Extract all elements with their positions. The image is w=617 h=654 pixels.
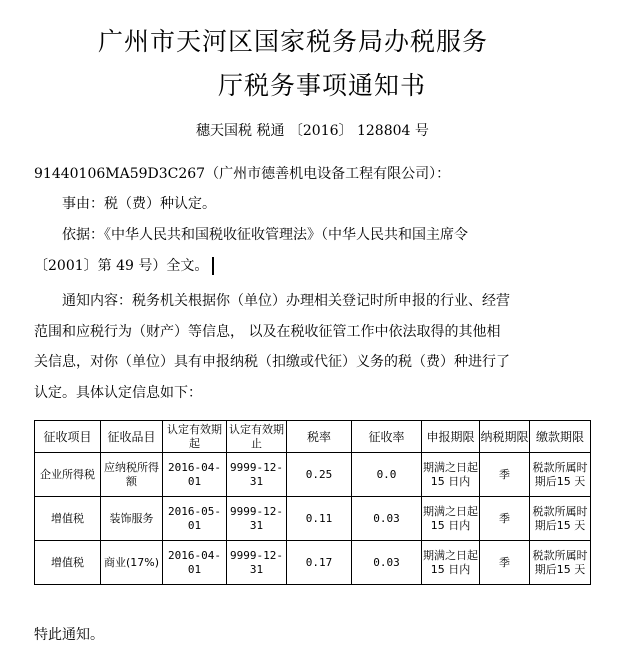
cell-category: 应纳税所得额 [101, 453, 163, 497]
header-item: 征收项目 [35, 421, 101, 453]
cell-levy-rate: 0.03 [352, 497, 422, 541]
cell-payment: 税款所属时期后15 天 [530, 453, 591, 497]
cell-tax-rate: 0.17 [287, 541, 352, 585]
basis-line-2 [34, 256, 214, 276]
header-end: 认定有效期止 [227, 421, 287, 453]
header-levy-rate: 征收率 [352, 421, 422, 453]
closing-line: 特此通知。 [34, 627, 104, 643]
reason-line: 事由：税（费）种认定。 [62, 196, 216, 212]
cell-start: 2016-04-01 [163, 541, 227, 585]
cell-tax-rate: 0.25 [287, 453, 352, 497]
header-category: 征收品目 [101, 421, 163, 453]
cell-filing: 期满之日起15 日内 [422, 497, 480, 541]
basis-line-2-text: 〔2001〕第 49 号）全文。 [34, 258, 209, 274]
cell-filing: 期满之日起15 日内 [422, 541, 480, 585]
cell-payment: 税款所属时期后15 天 [530, 497, 591, 541]
table-header-row [35, 421, 591, 453]
cell-end: 9999-12-31 [227, 541, 287, 585]
document-title-line-2: 厅税务事项通知书 [218, 71, 427, 100]
cell-category: 装饰服务 [101, 497, 163, 541]
cell-levy-rate: 0.0 [352, 453, 422, 497]
cell-start: 2016-04-01 [163, 453, 227, 497]
cell-period: 季 [480, 453, 530, 497]
cell-payment: 税款所属时期后15 天 [530, 541, 591, 585]
recipient-line: 91440106MA59D3C267（广州市德善机电设备工程有限公司）： [34, 166, 451, 182]
cell-period: 季 [480, 541, 530, 585]
notice-line: 认定。具体认定信息如下： [34, 384, 202, 401]
text-cursor [212, 257, 214, 275]
cell-item: 增值税 [35, 497, 101, 541]
cell-category: 商业(17%) [101, 541, 163, 585]
notice-line: 范围和应税行为（财产）等信息， 以及在税收征管工作中依法取得的其他相 [34, 323, 501, 340]
table-row [35, 453, 591, 497]
table-row [35, 497, 591, 541]
basis-line-1: 依据：《中华人民共和国税收征收管理法》（中华人民共和国主席令 [62, 227, 468, 243]
header-payment: 缴款期限 [530, 421, 591, 453]
notice-line: 关信息，对你（单位）具有申报纳税（扣缴或代征）义务的税（费）种进行了 [34, 354, 510, 370]
cell-filing: 期满之日起15 日内 [422, 453, 480, 497]
cell-tax-rate: 0.11 [287, 497, 352, 541]
header-filing: 申报期限 [422, 421, 480, 453]
header-tax-rate: 税率 [287, 421, 352, 453]
cell-item: 增值税 [35, 541, 101, 585]
cell-start: 2016-05-01 [163, 497, 227, 541]
notice-paragraph [34, 286, 594, 408]
cell-end: 9999-12-31 [227, 453, 287, 497]
cell-period: 季 [480, 497, 530, 541]
cell-levy-rate: 0.03 [352, 541, 422, 585]
notice-line: 通知内容：税务机关根据你（单位）办理相关登记时所申报的行业、经营 [62, 293, 510, 309]
tax-determination-table [34, 420, 591, 585]
cell-item: 企业所得税 [35, 453, 101, 497]
header-start: 认定有效期起 [163, 421, 227, 453]
header-period: 纳税期限 [480, 421, 530, 453]
document-title-line-1: 广州市天河区国家税务局办税服务 [98, 27, 489, 56]
table-row [35, 541, 591, 585]
document-number: 穗天国税 税通 〔2016〕 128804 号 [196, 123, 429, 139]
cell-end: 9999-12-31 [227, 497, 287, 541]
